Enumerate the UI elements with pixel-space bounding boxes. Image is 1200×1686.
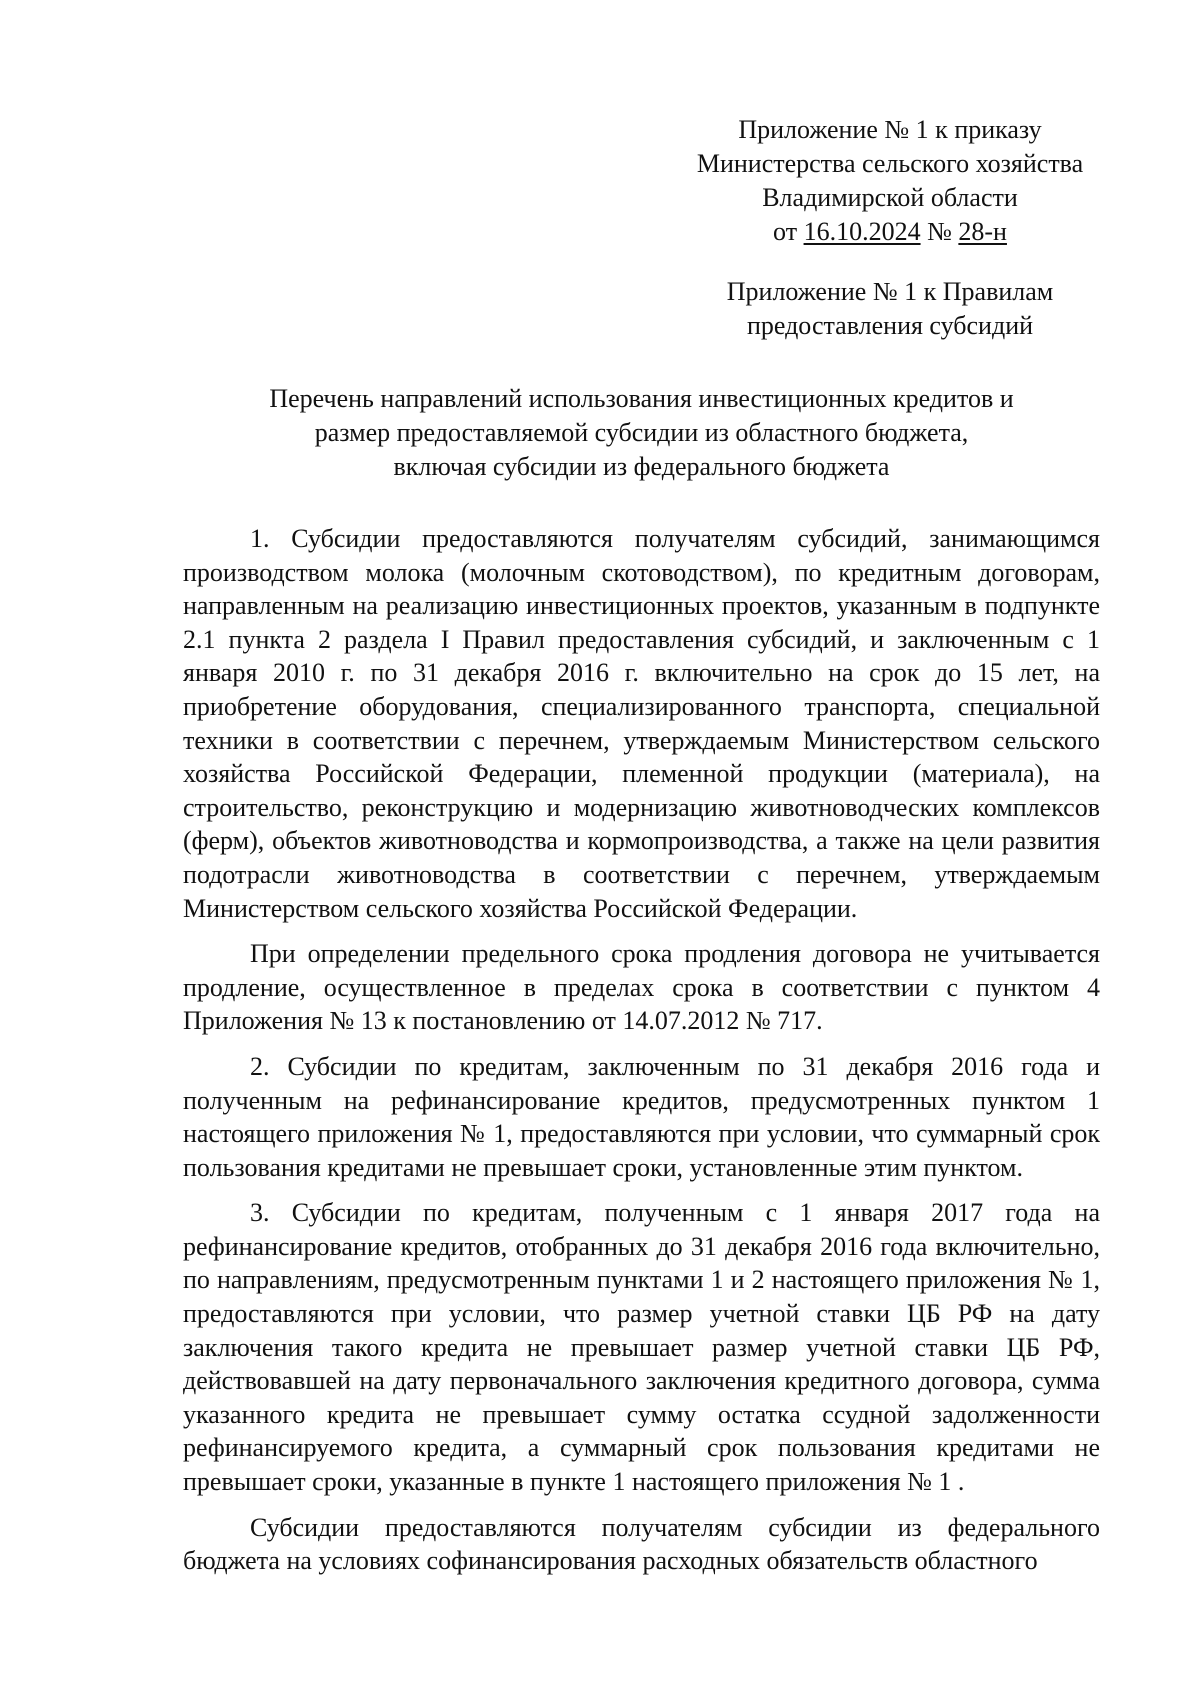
rules-appendix-header — [650, 275, 1130, 343]
order-date: 16.10.2024 — [803, 217, 921, 246]
appendix-date-line — [650, 215, 1130, 249]
rules-appendix-line-2: предоставления субсидий — [746, 311, 1034, 340]
order-appendix-header — [650, 113, 1130, 249]
paragraph-4: 3. Субсидии по кредитам, полученным с 1 января 2017 года на рефинансирование кредитов, отобранных до 31 декабря 2016 года включительно, по направлениям, предусмотренным пунктами 1 и 2 настоящего приложения № 1, предоставляются при условии, что размер учетной ставки ЦБ РФ на дату заключения такого кредита не превышает размер учетной ставки ЦБ РФ, действовавшей на дату первоначального заключения кредитного договора, сумма указанного кредита не превышает сумму остатка ссудной задолженности рефинансируемого кредита, а суммарный срок пользования кредитами не превышает сроки, указанные в пункте 1 настоящего приложения № 1 . — [183, 1198, 1100, 1497]
date-prefix: от — [773, 217, 798, 246]
appendix-line-1: Приложение № 1 к приказу — [738, 115, 1042, 144]
title-line-1: Перечень направлений использования инвестиционных кредитов и — [269, 384, 1014, 413]
paragraph-3: 2. Субсидии по кредитам, заключенным по 31 декабря 2016 года и полученным на рефинансирование кредитов, предусмотренных пунктом 1 настоящего приложения № 1, предоставляются при условии, что суммарный срок пользования кредитами не превышает сроки, установленные этим пунктом. — [183, 1051, 1100, 1182]
order-number: 28-н — [958, 217, 1007, 246]
document-body — [183, 522, 1100, 1578]
paragraph-1: 1. Субсидии предоставляются получателям субсидий, занимающимся производством молока (молочным скотоводством), по кредитным договорам, направленным на реализацию инвестиционных проектов, указанным в подпункте 2.1 пункта 2 раздела I Правил предоставления субсидий, и заключенным с 1 января 2010 г. по 31 декабря 2016 г. включительно на срок до 15 лет, на приобретение оборудования, специализированного транспорта, специальной техники в соответствии с перечнем, утверждаемым Министерством сельского хозяйства Российской Федерации, племенной продукции (материала), на строительство, реконструкцию и модернизацию животноводческих комплексов (ферм), объектов животноводства и кормопроизводства, а также на цели развития подотрасли животноводства в соответствии с перечнем, утверждаемым Министерством сельского хозяйства Российской Федерации. — [183, 524, 1100, 923]
appendix-line-3: Владимирской области — [762, 183, 1018, 212]
title-line-2: размер предоставляемой субсидии из областного бюджета, — [314, 418, 969, 447]
rules-appendix-line-1: Приложение № 1 к Правилам — [726, 277, 1054, 306]
paragraph-2: При определении предельного срока продления договора не учитывается продление, осуществленное в пределах срока в соответствии с пунктом 4 Приложения № 13 к постановлению от 14.07.2012 № 717. — [183, 939, 1100, 1036]
title-line-3: включая субсидии из федерального бюджета — [393, 452, 890, 481]
appendix-line-2: Министерства сельского хозяйства — [696, 149, 1084, 178]
document-title — [183, 382, 1100, 484]
paragraph-5: Субсидии предоставляются получателям субсидии из федерального бюджета на условиях софинансирования расходных обязательств областного — [183, 1512, 1100, 1576]
number-sign: № — [927, 217, 952, 246]
